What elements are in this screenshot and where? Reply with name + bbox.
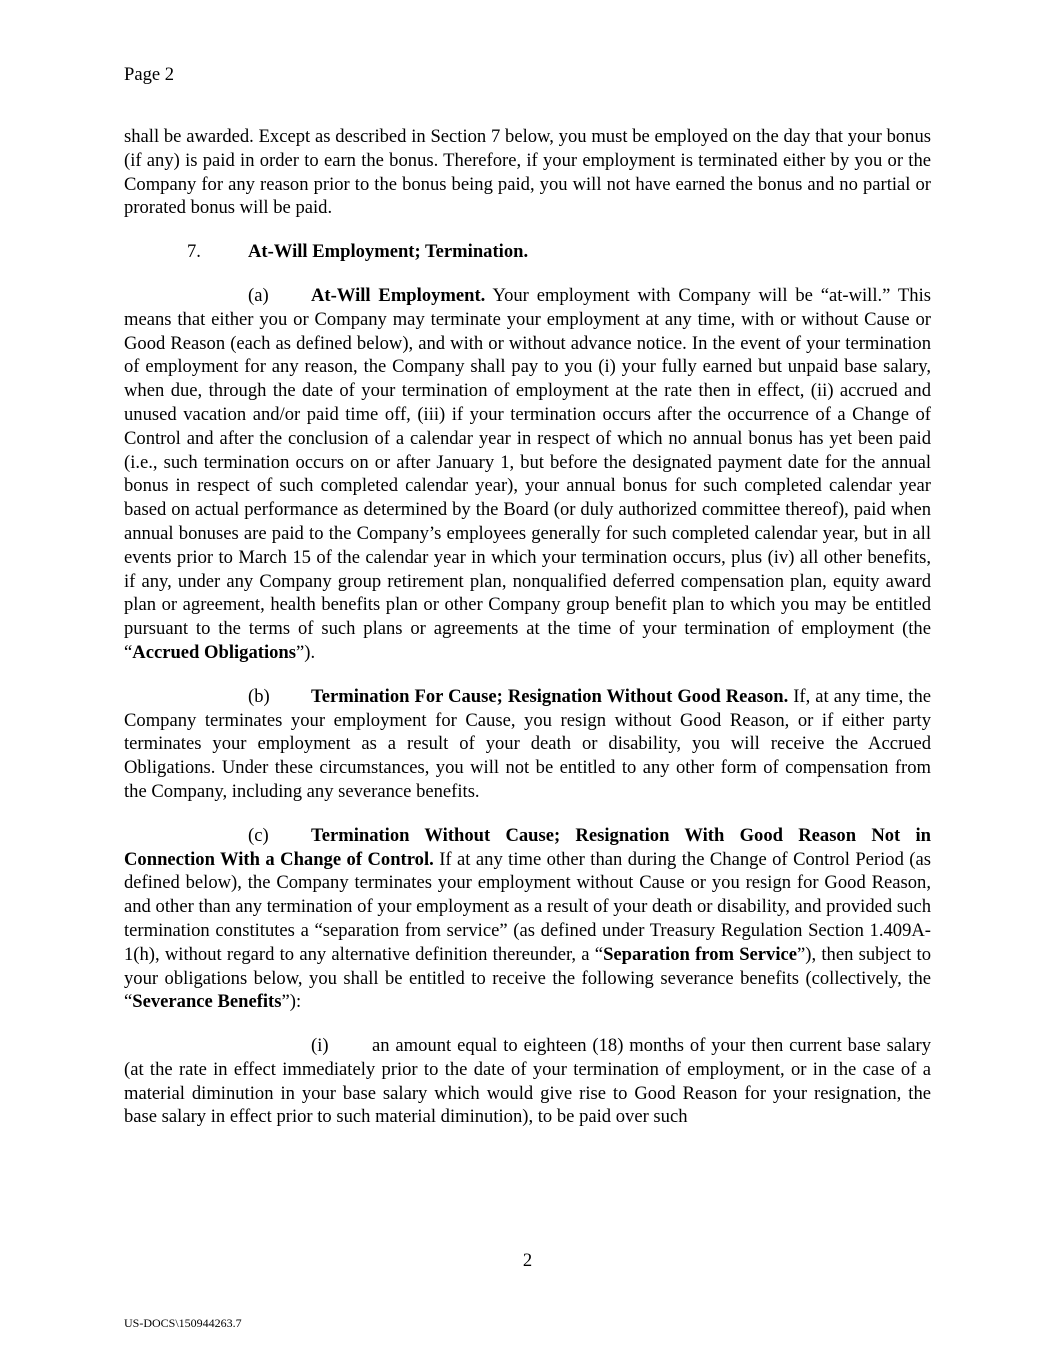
paragraph-b xyxy=(124,685,931,804)
paragraph-text: If, at any time, the Company terminates your employment for Cause, you resign without Good Reason, or if either party terminates your employment as a result of your death or disability, you will receive the Accrued Obligations. Under these circumstances, you will not be entitled to any other form of compensation from the Company, including any severance benefits. xyxy=(124,685,931,802)
paragraph-i xyxy=(124,1034,931,1129)
paragraph-title: Termination Without Cause; Resignation With Good Reason Not in Connection With a Change of Control. xyxy=(124,824,931,870)
paragraph-tail: ”): xyxy=(281,991,302,1013)
paragraph-label: (b) xyxy=(248,685,270,707)
document-body xyxy=(124,125,931,1129)
paragraph-text: ”), then subject to your obligations below, you shall be entitled to receive the following severance benefits (collectively, the “ xyxy=(124,943,931,1013)
paragraph-text: an amount equal to eighteen (18) months of your then current base salary (at the rate in effect immediately prior to the date of your termination of employment, or in the case of a material diminution in your base salary which would give rise to Good Reason for your resignation, the base salary in effect prior to such material diminution), to be paid over such xyxy=(124,1035,931,1128)
paragraph-label: (c) xyxy=(248,824,269,846)
paragraph-title: At-Will Employment. xyxy=(311,284,486,306)
paragraph-title: Termination For Cause; Resignation Without Good Reason. xyxy=(311,685,789,707)
paragraph-text: Your employment with Company will be “at-will.” This means that either you or Company may terminate your employment at any time, with or without Cause or Good Reason (each as defined below), and with or without advance notice. In the event of your termination of employment for any reason, the Company shall pay to you (i) your fully earned but unpaid base salary, when due, through the date of your termination of employment at the rate then in effect, (ii) accrued and unused vacation and/or paid time off, (iii) if your termination occurs after the occurrence of a Change of Control and after the conclusion of a calendar year in respect of which no annual bonus has yet been paid (i.e., such termination occurs on or after January 1, but before the designated payment date for the annual bonus in respect of such completed calendar year), your annual bonus for such completed calendar year based on actual performance as determined by the Board (or duly authorized committee thereof), paid when annual bonuses are paid to the Company’s employees generally for such completed calendar year, but in all events prior to March 15 of the calendar year in which your termination occurs, plus (iv) all other benefits, if any, under any Company group retirement plan, nonqualified deferred compensation plan, equity award plan or agreement, health benefits plan or other Company group benefit plan to which you may be entitled pursuant to the terms of such plans or agreements at the time of your termination of employment (the “ xyxy=(124,284,931,663)
section-number: 7. xyxy=(187,241,201,263)
paragraph-label: (a) xyxy=(248,284,269,306)
paragraph-label: (i) xyxy=(311,1035,329,1057)
defined-term: Accrued Obligations xyxy=(132,641,296,663)
defined-term: Severance Benefits xyxy=(132,991,282,1013)
paragraph-tail: ”). xyxy=(296,641,316,663)
paragraph-c xyxy=(124,824,931,1014)
paragraph-bonus: shall be awarded. Except as described in Section 7 below, you must be employed on the day that your bonus (if any) is paid in order to earn the bonus. Therefore, if your employment is terminated either by you or the Company for any reason prior to the bonus being paid, you will not have earned the bonus and no partial or prorated bonus will be paid. xyxy=(124,126,931,219)
paragraph-text: If at any time other than during the Change of Control Period (as defined below), the Company terminates your employment without Cause or you resign for Good Reason, and other than any termination of your employment as a result of your death or disability, and provided such termination constitutes a “separation from service” (as defined under Treasury Regulation Section 1.409A-1(h), without regard to any alternative definition thereunder, a “ xyxy=(124,848,931,965)
document-id: US-DOCS\150944263.7 xyxy=(124,1316,242,1330)
paragraph-a xyxy=(124,284,931,665)
page-header: Page 2 xyxy=(124,64,175,85)
section-title: At-Will Employment; Termination. xyxy=(248,241,529,263)
section-7-heading xyxy=(124,240,931,264)
page-number: 2 xyxy=(522,1250,533,1271)
defined-term: Separation from Service xyxy=(603,943,798,965)
